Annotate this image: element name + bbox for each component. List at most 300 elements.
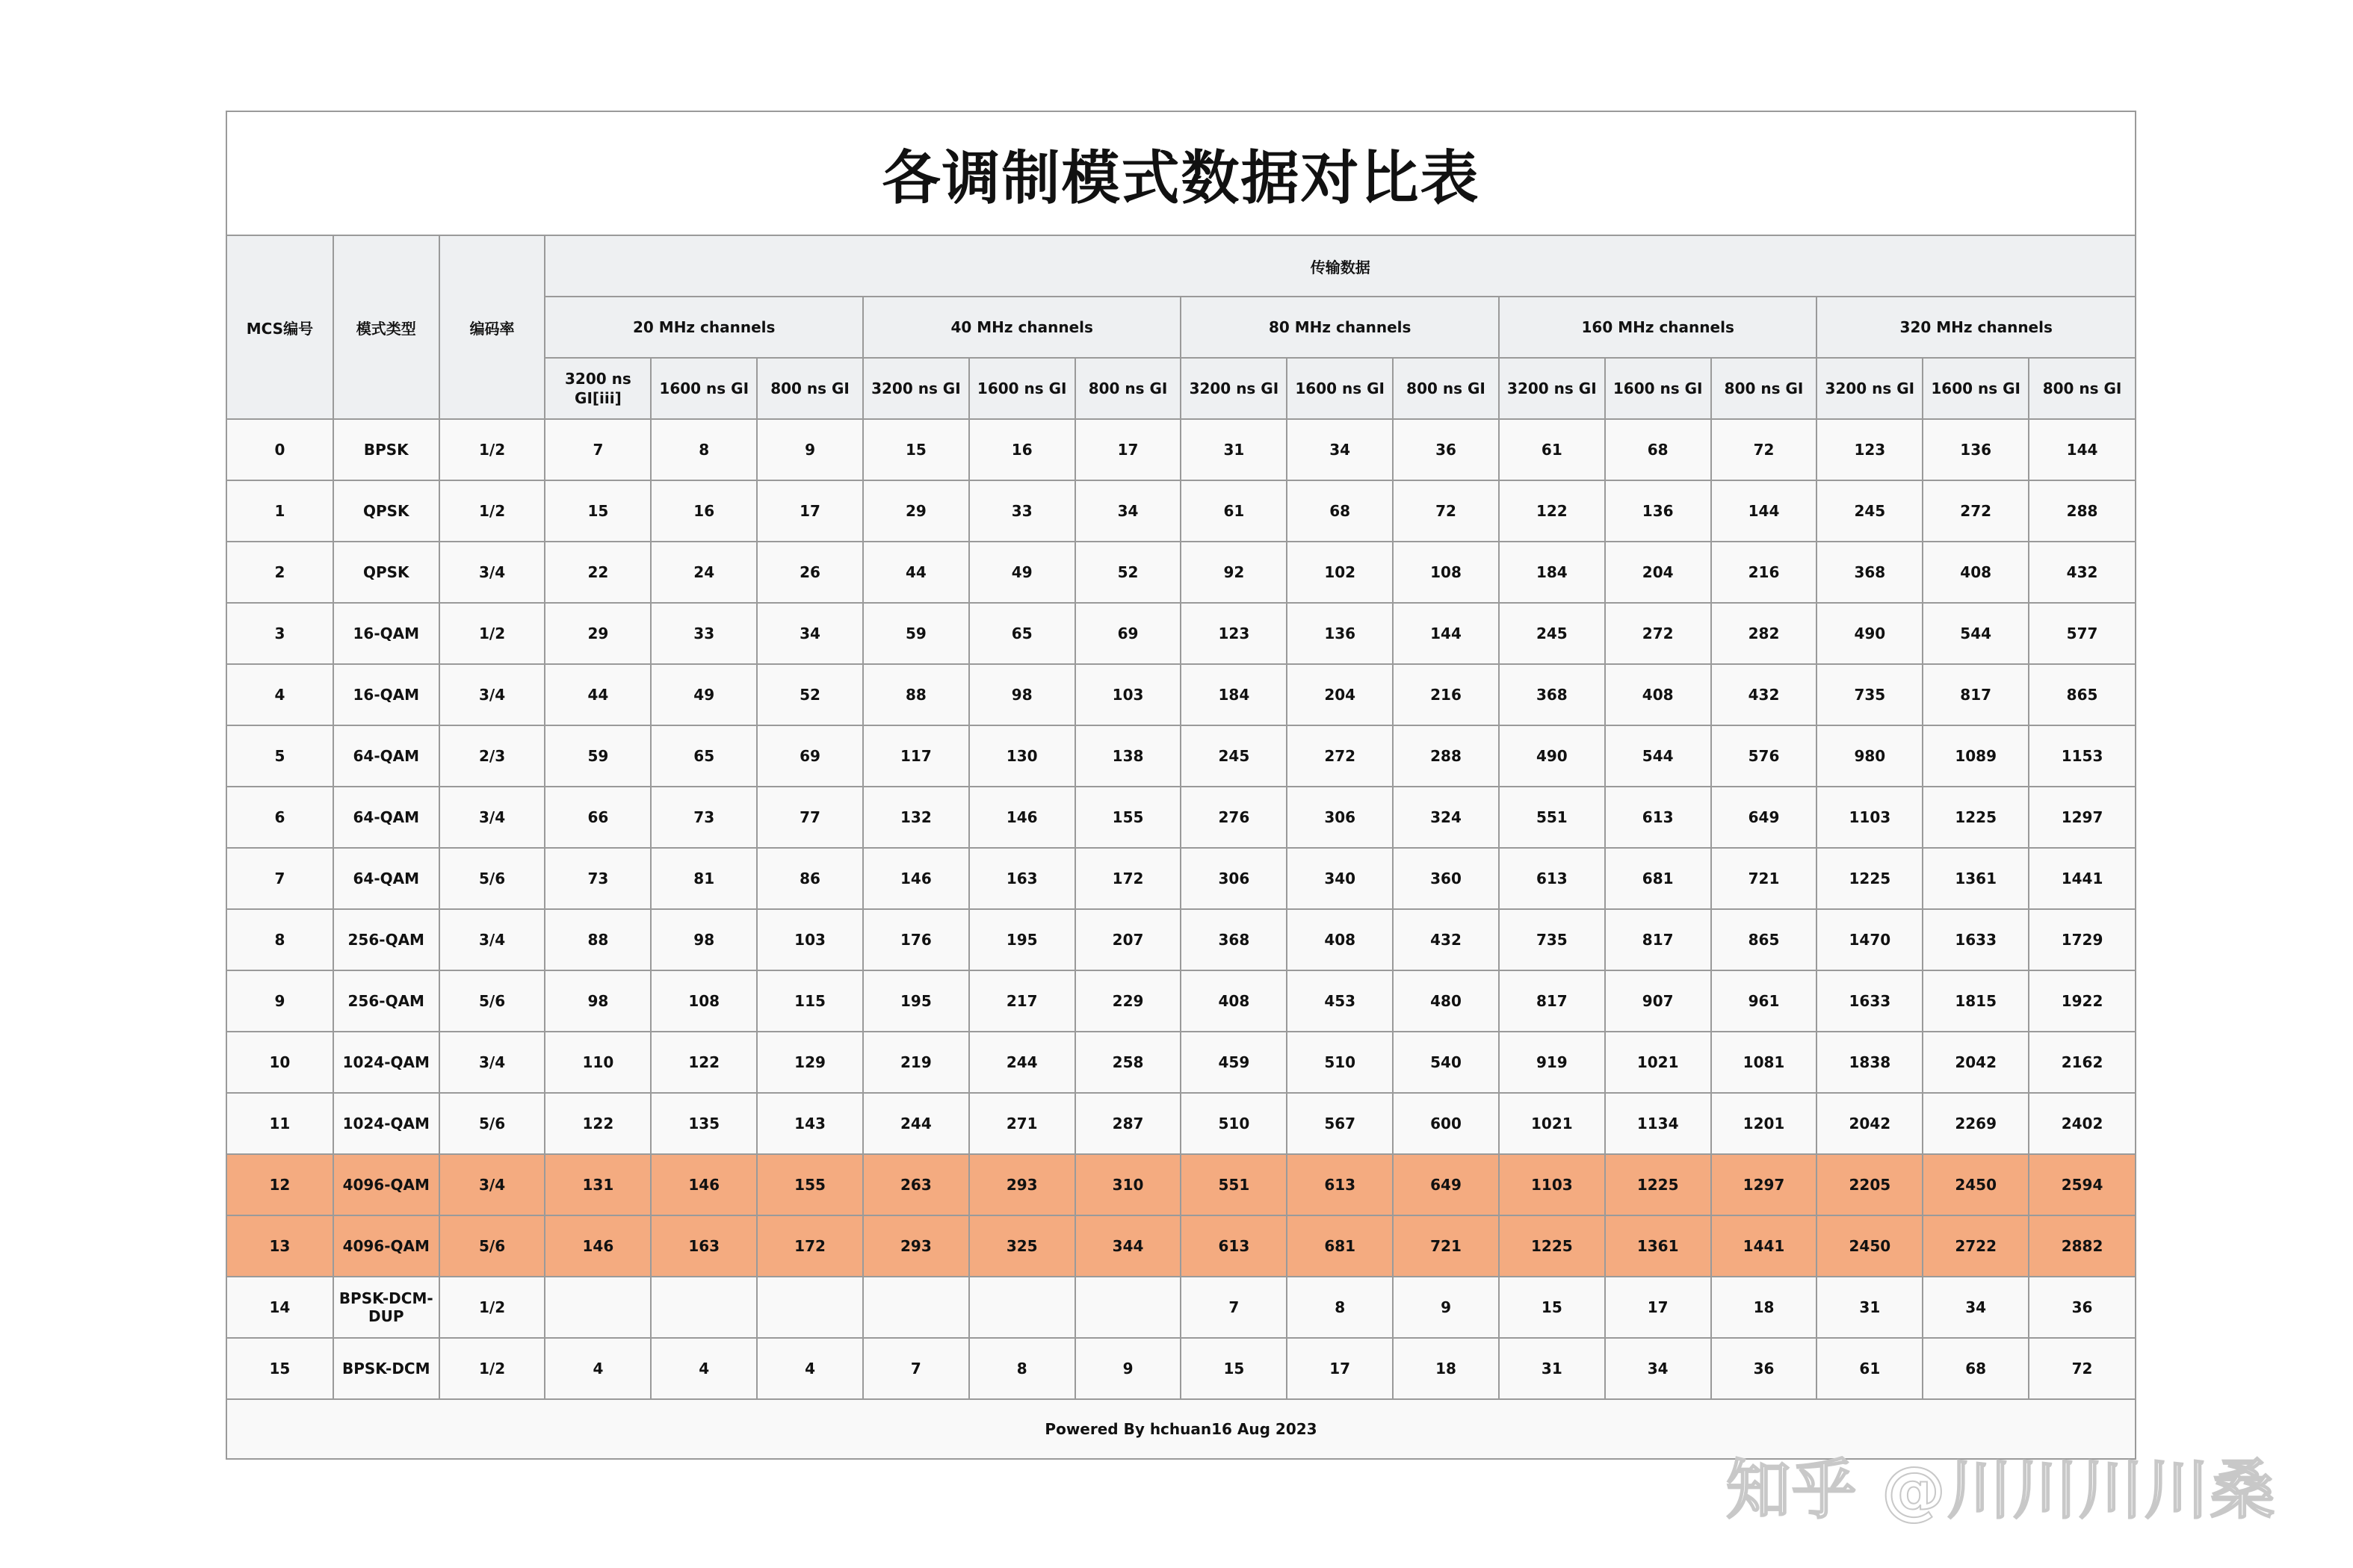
table-row <box>227 664 2135 725</box>
cell-value: 735 <box>1499 909 1605 970</box>
cell-value: 600 <box>1393 1093 1499 1154</box>
header-gi: 1600 ns GI <box>969 358 1075 419</box>
cell-value: 136 <box>1605 480 1711 542</box>
cell-rate: 3/4 <box>439 664 545 725</box>
cell-rate: 3/4 <box>439 787 545 848</box>
cell-value: 123 <box>1816 419 1923 480</box>
cell-mcs: 13 <box>227 1215 333 1277</box>
header-gi: 1600 ns GI <box>1605 358 1711 419</box>
cell-value: 184 <box>1499 542 1605 603</box>
header-gi: 800 ns GI <box>2029 358 2135 419</box>
cell-value: 1225 <box>1923 787 2029 848</box>
cell-value: 263 <box>863 1154 969 1215</box>
cell-rate: 2/3 <box>439 725 545 787</box>
cell-mcs: 2 <box>227 542 333 603</box>
cell-rate: 1/2 <box>439 480 545 542</box>
header-gi: 1600 ns GI <box>651 358 757 419</box>
cell-value: 17 <box>1075 419 1181 480</box>
cell-value: 544 <box>1605 725 1711 787</box>
cell-value: 613 <box>1605 787 1711 848</box>
cell-value: 288 <box>2029 480 2135 542</box>
cell-value: 66 <box>545 787 651 848</box>
cell-value: 4 <box>757 1338 863 1399</box>
table-row <box>227 1093 2135 1154</box>
cell-value: 244 <box>969 1032 1075 1093</box>
table-row <box>227 542 2135 603</box>
cell-value: 2450 <box>1816 1215 1923 1277</box>
cell-value: 9 <box>1393 1277 1499 1338</box>
cell-value: 163 <box>969 848 1075 909</box>
cell-value: 123 <box>1181 603 1287 664</box>
cell-value: 195 <box>969 909 1075 970</box>
table-row <box>227 725 2135 787</box>
table-row <box>227 848 2135 909</box>
cell-value: 576 <box>1711 725 1817 787</box>
cell-value: 69 <box>1075 603 1181 664</box>
cell-value: 31 <box>1499 1338 1605 1399</box>
cell-value: 907 <box>1605 970 1711 1032</box>
cell-value: 1297 <box>2029 787 2135 848</box>
cell-value: 1201 <box>1711 1093 1817 1154</box>
cell-value: 432 <box>1711 664 1817 725</box>
cell-value: 865 <box>1711 909 1817 970</box>
cell-rate: 5/6 <box>439 1215 545 1277</box>
table-row <box>227 1277 2135 1338</box>
cell-value: 216 <box>1711 542 1817 603</box>
cell-mcs: 1 <box>227 480 333 542</box>
cell-value: 1922 <box>2029 970 2135 1032</box>
cell-value: 1103 <box>1499 1154 1605 1215</box>
cell-value: 195 <box>863 970 969 1032</box>
cell-value: 18 <box>1711 1277 1817 1338</box>
cell-mode: 256-QAM <box>333 909 439 970</box>
cell-value: 2269 <box>1923 1093 2029 1154</box>
cell-value: 244 <box>863 1093 969 1154</box>
cell-value: 68 <box>1287 480 1393 542</box>
cell-value: 4 <box>651 1338 757 1399</box>
cell-value: 2402 <box>2029 1093 2135 1154</box>
cell-value: 577 <box>2029 603 2135 664</box>
cell-value: 408 <box>1605 664 1711 725</box>
cell-value: 29 <box>863 480 969 542</box>
cell-value: 98 <box>969 664 1075 725</box>
cell-value: 306 <box>1181 848 1287 909</box>
cell-mode: QPSK <box>333 480 439 542</box>
cell-value: 961 <box>1711 970 1817 1032</box>
cell-value: 258 <box>1075 1032 1181 1093</box>
cell-value: 453 <box>1287 970 1393 1032</box>
table-row <box>227 1215 2135 1277</box>
cell-value: 735 <box>1816 664 1923 725</box>
cell-value: 132 <box>863 787 969 848</box>
cell-value: 4 <box>545 1338 651 1399</box>
cell-value: 510 <box>1287 1032 1393 1093</box>
cell-value: 2722 <box>1923 1215 2029 1277</box>
cell-value: 272 <box>1287 725 1393 787</box>
cell-value: 245 <box>1499 603 1605 664</box>
cell-value: 432 <box>2029 542 2135 603</box>
cell-rate: 3/4 <box>439 542 545 603</box>
cell-value: 22 <box>545 542 651 603</box>
cell-mcs: 15 <box>227 1338 333 1399</box>
cell-mode: 64-QAM <box>333 787 439 848</box>
cell-value: 36 <box>1711 1338 1817 1399</box>
cell-value: 817 <box>1605 909 1711 970</box>
cell-value: 1729 <box>2029 909 2135 970</box>
cell-value: 144 <box>1711 480 1817 542</box>
cell-value: 73 <box>651 787 757 848</box>
cell-value: 271 <box>969 1093 1075 1154</box>
cell-rate: 3/4 <box>439 909 545 970</box>
cell-value: 1441 <box>1711 1215 1817 1277</box>
cell-value: 59 <box>863 603 969 664</box>
cell-value: 115 <box>757 970 863 1032</box>
cell-value: 368 <box>1499 664 1605 725</box>
cell-value <box>863 1277 969 1338</box>
cell-mode: 1024-QAM <box>333 1032 439 1093</box>
cell-mcs: 12 <box>227 1154 333 1215</box>
cell-rate: 5/6 <box>439 970 545 1032</box>
cell-value: 2042 <box>1923 1032 2029 1093</box>
cell-value: 17 <box>1287 1338 1393 1399</box>
cell-value: 681 <box>1605 848 1711 909</box>
cell-value: 52 <box>757 664 863 725</box>
header-gi: 3200 ns GI <box>1499 358 1605 419</box>
cell-value: 146 <box>969 787 1075 848</box>
header-gi: 3200 ns GI <box>863 358 969 419</box>
cell-value: 49 <box>651 664 757 725</box>
cell-value: 136 <box>1287 603 1393 664</box>
cell-value: 1134 <box>1605 1093 1711 1154</box>
cell-value: 15 <box>1499 1277 1605 1338</box>
cell-value: 293 <box>969 1154 1075 1215</box>
cell-value: 146 <box>651 1154 757 1215</box>
cell-value: 480 <box>1393 970 1499 1032</box>
cell-value: 144 <box>1393 603 1499 664</box>
cell-value: 408 <box>1181 970 1287 1032</box>
cell-value: 72 <box>1711 419 1817 480</box>
cell-value: 81 <box>651 848 757 909</box>
cell-value: 551 <box>1181 1154 1287 1215</box>
cell-value: 8 <box>969 1338 1075 1399</box>
header-gi: 1600 ns GI <box>1287 358 1393 419</box>
cell-value: 72 <box>1393 480 1499 542</box>
cell-value: 9 <box>1075 1338 1181 1399</box>
cell-value: 61 <box>1816 1338 1923 1399</box>
cell-value: 245 <box>1816 480 1923 542</box>
cell-value: 130 <box>969 725 1075 787</box>
cell-mcs: 0 <box>227 419 333 480</box>
cell-value: 1081 <box>1711 1032 1817 1093</box>
cell-mode: 16-QAM <box>333 664 439 725</box>
cell-value: 108 <box>1393 542 1499 603</box>
watermark-text: 知乎 @川川川川桑 <box>1726 1453 2276 1528</box>
cell-mode: 4096-QAM <box>333 1215 439 1277</box>
cell-value: 98 <box>545 970 651 1032</box>
cell-value: 276 <box>1181 787 1287 848</box>
cell-value: 163 <box>651 1215 757 1277</box>
cell-value: 1633 <box>1923 909 2029 970</box>
cell-mode: 64-QAM <box>333 725 439 787</box>
cell-value: 1089 <box>1923 725 2029 787</box>
cell-mode: 64-QAM <box>333 848 439 909</box>
cell-value: 69 <box>757 725 863 787</box>
cell-value <box>545 1277 651 1338</box>
cell-value: 432 <box>1393 909 1499 970</box>
cell-value: 325 <box>969 1215 1075 1277</box>
cell-value: 34 <box>757 603 863 664</box>
cell-value: 52 <box>1075 542 1181 603</box>
cell-value: 1225 <box>1605 1154 1711 1215</box>
header-channel: 160 MHz channels <box>1499 297 1816 358</box>
cell-value: 172 <box>757 1215 863 1277</box>
cell-value: 817 <box>1499 970 1605 1032</box>
header-gi: 3200 ns GI <box>1181 358 1287 419</box>
cell-value: 1297 <box>1711 1154 1817 1215</box>
header-channel: 80 MHz channels <box>1181 297 1498 358</box>
cell-value: 1361 <box>1923 848 2029 909</box>
cell-value: 15 <box>545 480 651 542</box>
cell-value: 15 <box>1181 1338 1287 1399</box>
cell-value: 2162 <box>2029 1032 2135 1093</box>
table-row <box>227 480 2135 542</box>
modulation-table <box>227 236 2135 1400</box>
cell-value: 135 <box>651 1093 757 1154</box>
cell-value: 103 <box>757 909 863 970</box>
cell-value: 1225 <box>1499 1215 1605 1277</box>
cell-value: 293 <box>863 1215 969 1277</box>
cell-value: 34 <box>1605 1338 1711 1399</box>
cell-value: 7 <box>545 419 651 480</box>
cell-rate: 3/4 <box>439 1032 545 1093</box>
cell-value: 1441 <box>2029 848 2135 909</box>
cell-rate: 1/2 <box>439 419 545 480</box>
cell-value <box>757 1277 863 1338</box>
cell-value: 1838 <box>1816 1032 1923 1093</box>
header-channel: 320 MHz channels <box>1816 297 2135 358</box>
page-title: 各调制模式数据对比表 <box>227 112 2135 236</box>
cell-value: 65 <box>651 725 757 787</box>
cell-mcs: 7 <box>227 848 333 909</box>
cell-value: 245 <box>1181 725 1287 787</box>
cell-value: 122 <box>545 1093 651 1154</box>
cell-value: 155 <box>757 1154 863 1215</box>
cell-value: 34 <box>1923 1277 2029 1338</box>
cell-value: 229 <box>1075 970 1181 1032</box>
cell-value: 172 <box>1075 848 1181 909</box>
cell-mode: QPSK <box>333 542 439 603</box>
cell-value: 24 <box>651 542 757 603</box>
cell-value: 368 <box>1181 909 1287 970</box>
cell-mode: BPSK-DCM-DUP <box>333 1277 439 1338</box>
cell-value: 1021 <box>1499 1093 1605 1154</box>
cell-value: 2882 <box>2029 1215 2135 1277</box>
cell-mode: BPSK-DCM <box>333 1338 439 1399</box>
cell-value: 184 <box>1181 664 1287 725</box>
cell-value: 306 <box>1287 787 1393 848</box>
cell-value: 1103 <box>1816 787 1923 848</box>
cell-value: 72 <box>2029 1338 2135 1399</box>
cell-rate: 5/6 <box>439 1093 545 1154</box>
cell-value: 155 <box>1075 787 1181 848</box>
header-gi: 3200 ns GI <box>1816 358 1923 419</box>
cell-value: 88 <box>545 909 651 970</box>
cell-value: 272 <box>1923 480 2029 542</box>
cell-value: 9 <box>757 419 863 480</box>
cell-value: 29 <box>545 603 651 664</box>
cell-value: 649 <box>1393 1154 1499 1215</box>
header-channel: 40 MHz channels <box>863 297 1181 358</box>
cell-value: 110 <box>545 1032 651 1093</box>
cell-value: 7 <box>863 1338 969 1399</box>
cell-value: 310 <box>1075 1154 1181 1215</box>
cell-value: 146 <box>863 848 969 909</box>
cell-mcs: 6 <box>227 787 333 848</box>
cell-mcs: 8 <box>227 909 333 970</box>
cell-value: 721 <box>1711 848 1817 909</box>
header-mcs: MCS编号 <box>227 236 333 419</box>
cell-value <box>969 1277 1075 1338</box>
cell-value: 16 <box>969 419 1075 480</box>
cell-value: 86 <box>757 848 863 909</box>
cell-value: 408 <box>1923 542 2029 603</box>
comparison-table-card <box>226 111 2136 1460</box>
cell-value: 817 <box>1923 664 2029 725</box>
cell-value: 613 <box>1181 1215 1287 1277</box>
cell-mode: 16-QAM <box>333 603 439 664</box>
cell-mcs: 11 <box>227 1093 333 1154</box>
cell-value: 44 <box>545 664 651 725</box>
table-row <box>227 1154 2135 1215</box>
cell-value: 7 <box>1181 1277 1287 1338</box>
cell-value: 681 <box>1287 1215 1393 1277</box>
table-row <box>227 909 2135 970</box>
cell-value: 18 <box>1393 1338 1499 1399</box>
cell-value: 92 <box>1181 542 1287 603</box>
cell-value: 17 <box>757 480 863 542</box>
cell-value: 77 <box>757 787 863 848</box>
cell-value: 282 <box>1711 603 1817 664</box>
cell-value: 649 <box>1711 787 1817 848</box>
cell-value: 8 <box>651 419 757 480</box>
footer-credit: Powered By hchuan16 Aug 2023 <box>227 1400 2135 1458</box>
cell-value: 44 <box>863 542 969 603</box>
cell-value: 31 <box>1816 1277 1923 1338</box>
cell-value: 1815 <box>1923 970 2029 1032</box>
cell-rate: 1/2 <box>439 1338 545 1399</box>
cell-rate: 5/6 <box>439 848 545 909</box>
table-row <box>227 787 2135 848</box>
cell-value: 2450 <box>1923 1154 2029 1215</box>
cell-rate: 1/2 <box>439 603 545 664</box>
cell-value: 129 <box>757 1032 863 1093</box>
cell-mode: BPSK <box>333 419 439 480</box>
cell-mcs: 10 <box>227 1032 333 1093</box>
cell-value: 368 <box>1816 542 1923 603</box>
cell-value: 510 <box>1181 1093 1287 1154</box>
cell-value: 272 <box>1605 603 1711 664</box>
cell-value: 207 <box>1075 909 1181 970</box>
cell-value: 33 <box>969 480 1075 542</box>
cell-value: 49 <box>969 542 1075 603</box>
cell-value: 217 <box>969 970 1075 1032</box>
header-gi: 800 ns GI <box>1711 358 1817 419</box>
cell-value: 2205 <box>1816 1154 1923 1215</box>
cell-value: 219 <box>863 1032 969 1093</box>
cell-value: 721 <box>1393 1215 1499 1277</box>
cell-value: 15 <box>863 419 969 480</box>
header-gi: 3200 ns GI[iii] <box>545 358 651 419</box>
cell-value: 68 <box>1605 419 1711 480</box>
header-rate: 编码率 <box>439 236 545 419</box>
cell-value: 613 <box>1499 848 1605 909</box>
cell-value: 1225 <box>1816 848 1923 909</box>
cell-value: 344 <box>1075 1215 1181 1277</box>
header-gi: 1600 ns GI <box>1923 358 2029 419</box>
cell-value: 2042 <box>1816 1093 1923 1154</box>
cell-value: 204 <box>1287 664 1393 725</box>
cell-value: 1633 <box>1816 970 1923 1032</box>
table-row <box>227 1338 2135 1399</box>
cell-value: 2594 <box>2029 1154 2135 1215</box>
cell-value: 73 <box>545 848 651 909</box>
cell-mcs: 3 <box>227 603 333 664</box>
cell-value: 360 <box>1393 848 1499 909</box>
cell-value: 567 <box>1287 1093 1393 1154</box>
cell-value: 551 <box>1499 787 1605 848</box>
header-transmission-data: 传输数据 <box>545 236 2135 297</box>
cell-value <box>1075 1277 1181 1338</box>
cell-value: 490 <box>1499 725 1605 787</box>
cell-value: 544 <box>1923 603 2029 664</box>
cell-rate: 3/4 <box>439 1154 545 1215</box>
cell-value: 1153 <box>2029 725 2135 787</box>
table-row <box>227 1032 2135 1093</box>
cell-value: 102 <box>1287 542 1393 603</box>
cell-value: 1021 <box>1605 1032 1711 1093</box>
cell-value: 61 <box>1499 419 1605 480</box>
cell-value: 980 <box>1816 725 1923 787</box>
cell-value: 1361 <box>1605 1215 1711 1277</box>
cell-value: 408 <box>1287 909 1393 970</box>
header-gi: 800 ns GI <box>1393 358 1499 419</box>
cell-value <box>651 1277 757 1338</box>
cell-value: 34 <box>1075 480 1181 542</box>
table-row <box>227 419 2135 480</box>
cell-mcs: 5 <box>227 725 333 787</box>
cell-value: 122 <box>1499 480 1605 542</box>
cell-value: 26 <box>757 542 863 603</box>
cell-value: 136 <box>1923 419 2029 480</box>
cell-value: 143 <box>757 1093 863 1154</box>
cell-value: 131 <box>545 1154 651 1215</box>
cell-value: 36 <box>1393 419 1499 480</box>
cell-value: 68 <box>1923 1338 2029 1399</box>
cell-value: 204 <box>1605 542 1711 603</box>
header-channel: 20 MHz channels <box>545 297 862 358</box>
cell-rate: 1/2 <box>439 1277 545 1338</box>
cell-value: 88 <box>863 664 969 725</box>
cell-value: 117 <box>863 725 969 787</box>
table-row <box>227 970 2135 1032</box>
cell-value: 919 <box>1499 1032 1605 1093</box>
cell-mcs: 14 <box>227 1277 333 1338</box>
cell-value: 176 <box>863 909 969 970</box>
cell-value: 59 <box>545 725 651 787</box>
cell-mode: 256-QAM <box>333 970 439 1032</box>
cell-value: 146 <box>545 1215 651 1277</box>
cell-value: 490 <box>1816 603 1923 664</box>
